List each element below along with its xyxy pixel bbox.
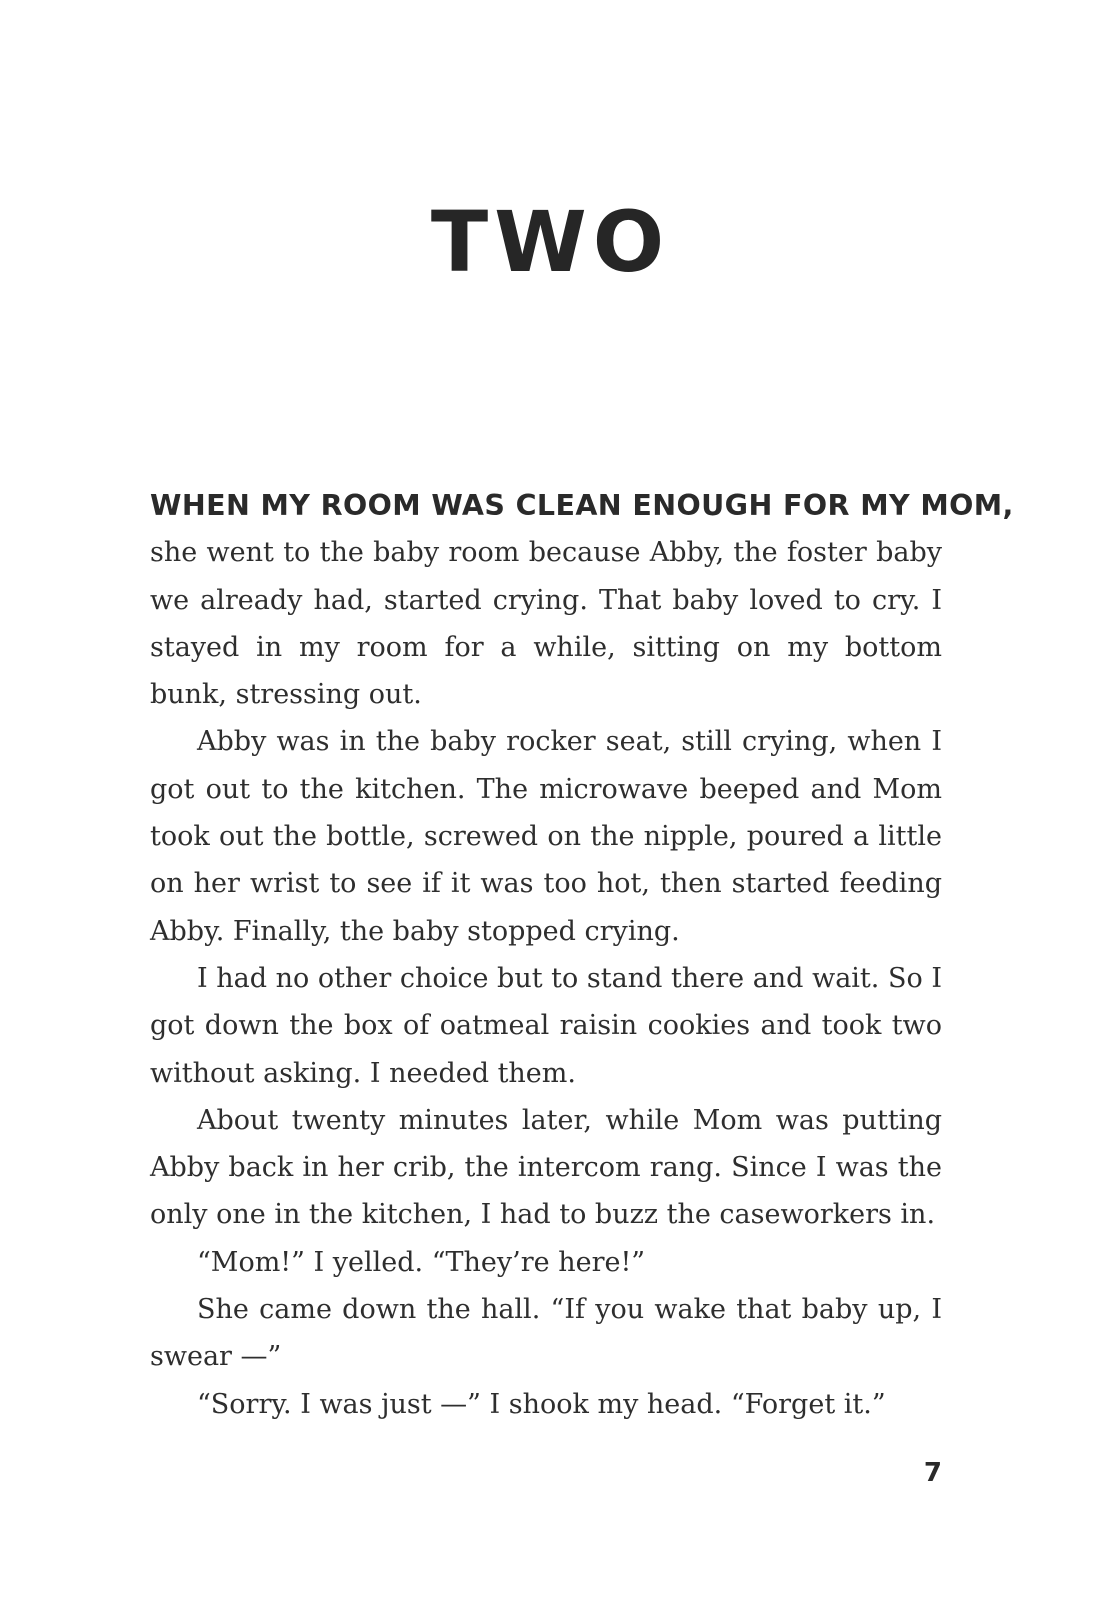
paragraph-7: “Sorry. I was just —” I shook my head. “Forget it.” — [197, 1388, 886, 1420]
chapter-body — [150, 482, 1014, 1428]
page-number: 7 — [923, 1458, 942, 1488]
paragraph-1: she went to the baby room because Abby, the foster baby we already had, started crying. That baby loved to cry. I stayed in my room for a while, sitting on my bottom bunk, stressing out. — [150, 537, 942, 711]
paragraph-5: “Mom!” I yelled. “They’re here!” — [197, 1246, 646, 1278]
chapter-lead-in: WHEN MY ROOM WAS CLEAN ENOUGH FOR MY MOM, — [150, 489, 1014, 522]
chapter-title: TWO — [430, 193, 671, 291]
paragraph-2: Abby was in the baby rocker seat, still crying, when I got out to the kitchen. The microwave beeped and Mom took out the bottle, screwed on the nipple, poured a little on her wrist to see if it was too hot, then started feeding Abby. Finally, the baby stopped crying. — [150, 726, 942, 947]
paragraph-6: She came down the hall. “If you wake that baby up, I swear —” — [150, 1294, 942, 1373]
paragraph-4: About twenty minutes later, while Mom was putting Abby back in her crib, the intercom rang. Since I was the only one in the kitchen, I had to buzz the caseworkers in. — [150, 1104, 942, 1231]
paragraph-3: I had no other choice but to stand there and wait. So I got down the box of oatmeal raisin cookies and took two without asking. I needed them. — [150, 962, 942, 1089]
